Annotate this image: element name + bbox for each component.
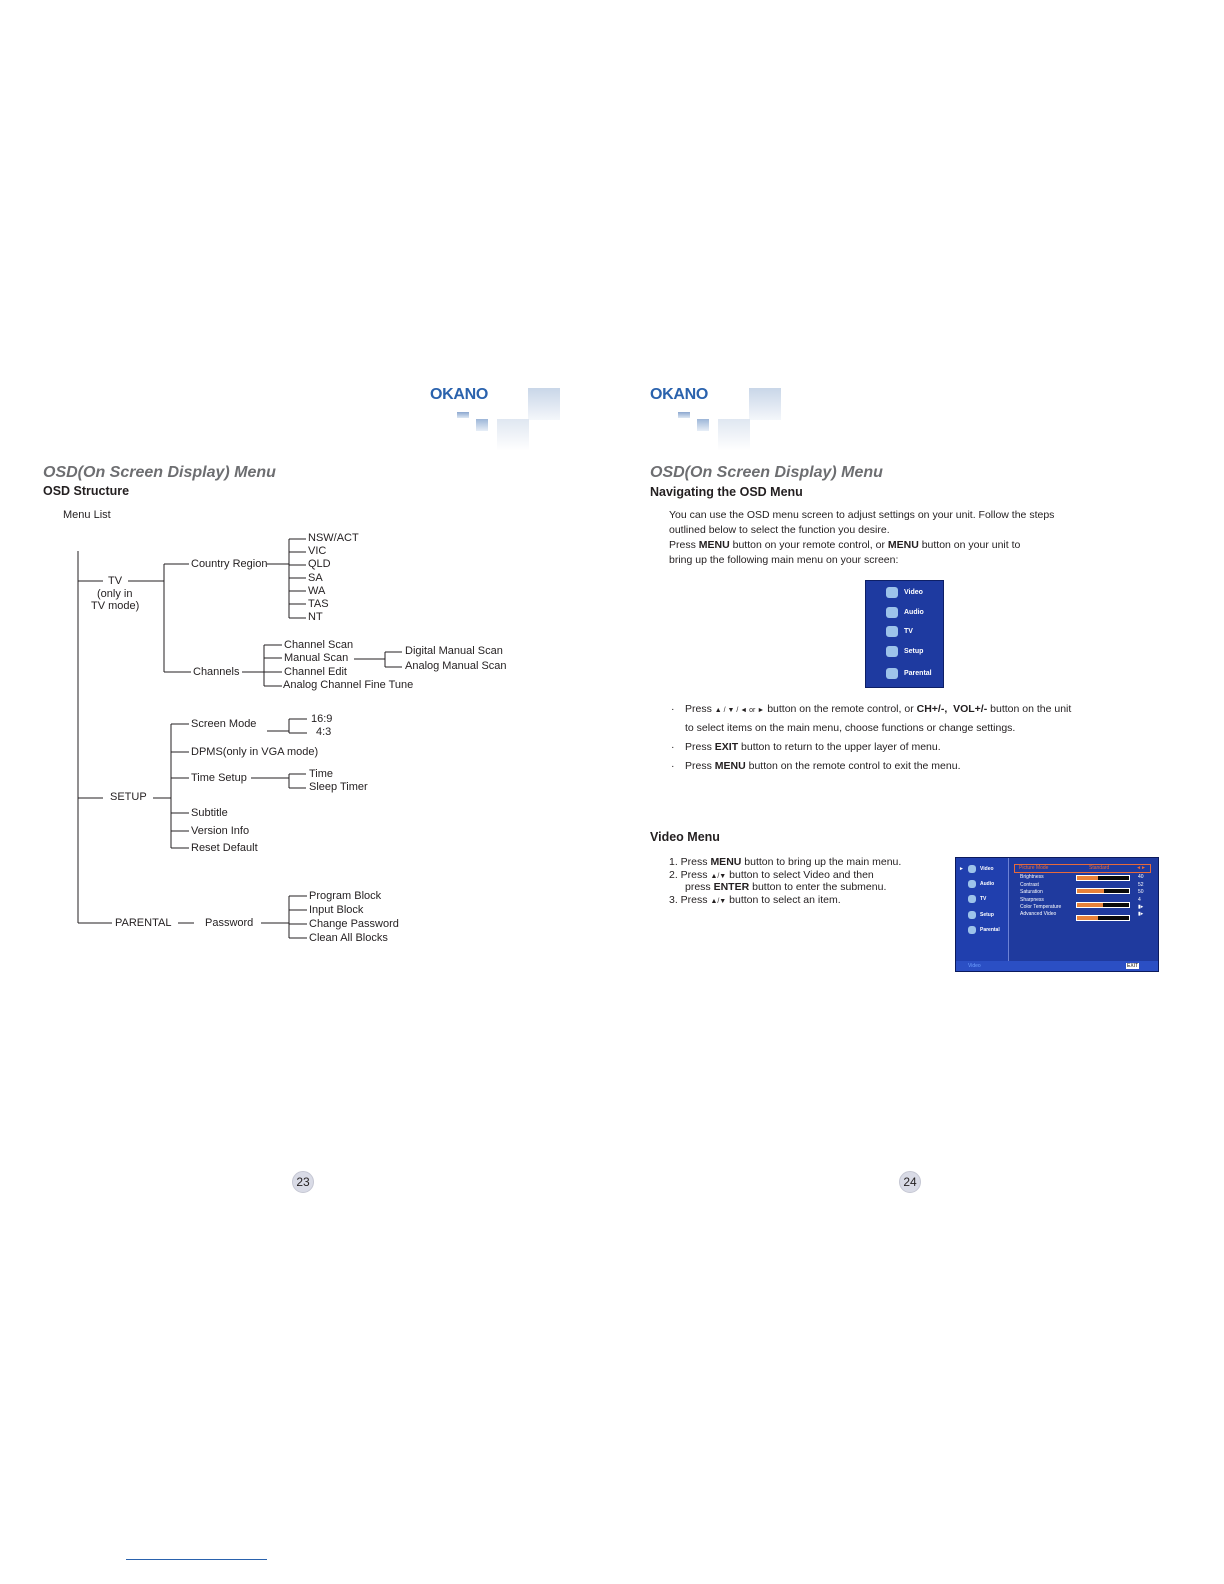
step-line: 2. Press ▲/▼ button to select Video and then	[669, 869, 874, 881]
video-setting-label: Brightness	[1020, 874, 1044, 880]
video-menu-heading: Video Menu	[650, 830, 720, 844]
tree-region-item: TAS	[308, 598, 329, 610]
tree-version-info: Version Info	[191, 825, 250, 837]
osd-menu-item: Setup	[886, 646, 923, 657]
tree-channel-item: Analog Channel Fine Tune	[283, 679, 414, 691]
bullet-icon: ·	[671, 741, 675, 753]
brand-logo: OKANO	[430, 386, 489, 403]
video-setting-label: Saturation	[1020, 889, 1043, 895]
tree-region-item: QLD	[308, 558, 331, 570]
video-setting-value: 4	[1138, 896, 1141, 903]
tree-password: Password	[205, 917, 254, 929]
tree-region-item: NT	[308, 611, 323, 623]
tree-tv-note: TV mode)	[91, 600, 140, 612]
audio-icon	[968, 880, 976, 888]
tree-tv-note: (only in	[97, 588, 133, 600]
arrow-icons: ▲/▼	[710, 873, 727, 880]
footer-label: Video	[968, 963, 981, 969]
step-line: 3. Press ▲/▼ button to select an item.	[669, 894, 841, 906]
exit-key: EXIT	[1127, 963, 1139, 969]
tree-screen-mode: Screen Mode	[191, 718, 257, 730]
tree-region-item: SA	[308, 572, 323, 584]
tree-time-item: Sleep Timer	[309, 781, 368, 793]
video-menu-image: ► Video Audio TV Setup Parental Picture Mode Standard ◄► Color Temperature ▮▸ Advanced Video ▮▸ Video EXIT Brightness 40 Contrast 52 Saturation 50 Sharpness 4	[955, 857, 1159, 972]
parental-icon	[886, 668, 898, 679]
video-icon	[968, 865, 976, 873]
slider-fill	[1077, 889, 1104, 893]
press-menu-line: Press MENU button on your remote control, or MENU button on your unit to	[669, 539, 1021, 551]
section-title: OSD(On Screen Display) Menu	[43, 464, 276, 481]
menu-list-label: Menu List	[63, 509, 111, 521]
tree-region-item: VIC	[308, 545, 327, 557]
video-side-item: Setup	[968, 911, 994, 919]
setup-icon	[968, 911, 976, 919]
arrow-icons: ▲/▼	[710, 898, 727, 905]
intro-line: outlined below to select the function you desire.	[669, 524, 890, 536]
bullet-icon: ·	[671, 760, 675, 772]
video-setting-slider	[1076, 875, 1130, 881]
video-setting-slider	[1076, 902, 1130, 908]
video-setting-label: Sharpness	[1020, 896, 1044, 903]
slider-fill	[1077, 876, 1098, 880]
osd-main-menu-image	[865, 580, 944, 688]
brand-logo: OKANO	[650, 386, 709, 403]
tree-subtitle: Subtitle	[191, 807, 228, 819]
page-number: 24	[899, 1171, 921, 1193]
step-line: press ENTER button to enter the submenu.	[685, 881, 887, 893]
slider-fill	[1077, 903, 1103, 907]
video-side-item: Video	[968, 865, 994, 873]
video-setting-value: 50	[1138, 889, 1144, 895]
tree-time-item: Time	[309, 768, 334, 780]
parental-icon	[968, 926, 976, 934]
tree-dpms: DPMS(only in VGA mode)	[191, 746, 319, 758]
tree-tv: TV	[108, 575, 123, 587]
tree-manual-scan-item: Analog Manual Scan	[405, 660, 507, 672]
video-setting-slider	[1076, 888, 1130, 894]
osd-menu-item: Video	[886, 587, 923, 598]
osd-menu-item: TV	[886, 626, 913, 637]
advanced-video-row: Advanced Video	[1020, 911, 1057, 917]
tree-screen-mode-item: 4:3	[316, 726, 332, 738]
bullet-line: Press EXIT button to return to the upper layer of menu.	[685, 741, 941, 753]
tree-channels: Channels	[193, 666, 240, 678]
video-setting-label: Contrast	[1020, 881, 1039, 888]
bullet-line: Press MENU button on the remote control to exit the menu.	[685, 760, 961, 772]
tree-channel-item: Channel Edit	[284, 666, 347, 678]
osd-menu-item: Audio	[886, 607, 924, 618]
osd-menu-item: Parental	[886, 668, 932, 679]
tree-parental: PARENTAL	[115, 917, 172, 929]
osd-structure-heading: OSD Structure	[43, 484, 130, 498]
video-side-item: Audio	[968, 880, 994, 888]
tree-password-item: Change Password	[309, 918, 399, 930]
tree-manual-scan-item: Digital Manual Scan	[405, 645, 503, 657]
video-setting-slider	[1076, 915, 1130, 921]
intro-line: You can use the OSD menu screen to adjust settings on your unit. Follow the steps	[669, 509, 1055, 521]
tree-time-setup: Time Setup	[191, 772, 247, 784]
video-side-item: TV	[968, 895, 986, 903]
setup-icon	[886, 646, 898, 657]
video-icon	[886, 587, 898, 598]
osd-structure-tree-lines	[0, 0, 612, 1000]
intro-line: bring up the following main menu on your screen:	[669, 554, 899, 566]
slider-fill	[1077, 916, 1098, 920]
tree-setup: SETUP	[110, 791, 147, 803]
tv-icon	[968, 895, 976, 903]
page-number: 23	[292, 1171, 314, 1193]
arrow-icons: ▲ / ▼ / ◄ or ►	[714, 707, 765, 714]
tree-region-item: NSW/ACT	[308, 532, 359, 544]
navigating-heading: Navigating the OSD Menu	[650, 485, 803, 499]
picture-mode-row: Picture Mode Standard ◄►	[1014, 864, 1151, 873]
section-title: OSD(On Screen Display) Menu	[650, 464, 883, 481]
bullet-icon: ·	[671, 703, 675, 715]
footer-rule	[126, 1559, 267, 1560]
video-side-item: Parental	[968, 926, 1000, 934]
tv-icon	[886, 626, 898, 637]
tree-region-item: WA	[308, 585, 326, 597]
video-setting-value: 52	[1138, 881, 1144, 888]
tree-screen-mode-item: 16:9	[311, 713, 333, 725]
tree-channel-item: Channel Scan	[284, 639, 354, 651]
step-line: 1. Press MENU button to bring up the main menu.	[669, 856, 902, 868]
tree-password-item: Program Block	[309, 890, 382, 902]
bullet-line: Press ▲ / ▼ / ◄ or ► button on the remote control, or CH+/-, VOL+/- button on the unit	[685, 703, 1072, 715]
tree-channel-item: Manual Scan	[284, 652, 349, 664]
audio-icon	[886, 607, 898, 618]
video-setting-value: 40	[1138, 874, 1144, 880]
tree-password-item: Input Block	[309, 904, 364, 916]
tree-reset-default: Reset Default	[191, 842, 258, 854]
bullet-line: to select items on the main menu, choose functions or change settings.	[685, 722, 1016, 734]
color-temperature-row: Color Temperature	[1020, 904, 1062, 910]
tree-country-region: Country Region	[191, 558, 268, 570]
selected-arrow-icon: ►	[959, 866, 964, 872]
tree-password-item: Clean All Blocks	[309, 932, 388, 944]
